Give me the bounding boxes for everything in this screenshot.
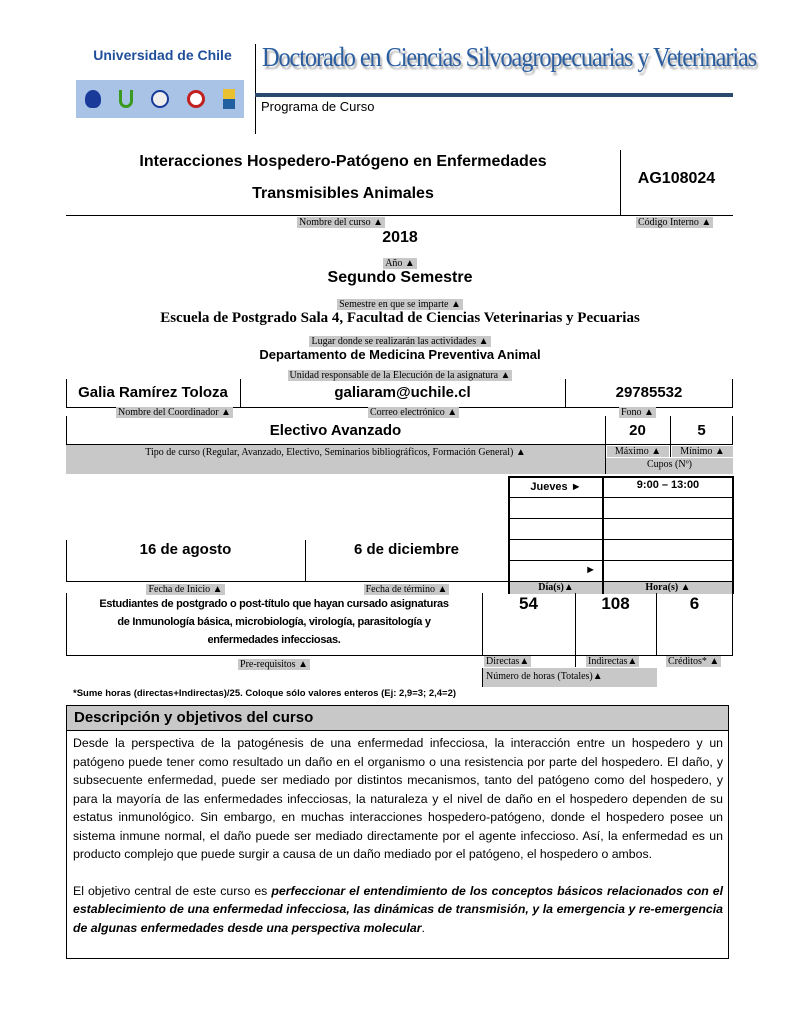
phone-label: Fono ▲ bbox=[621, 407, 654, 418]
schedule-day-5: ► bbox=[585, 564, 596, 576]
schedule-day-1: Jueves ► bbox=[530, 481, 582, 493]
course-type: Electivo Avanzado bbox=[269, 422, 402, 439]
min-label: Mínimo ▲ bbox=[672, 446, 733, 457]
semester-label: Semestre en que se imparte ▲ bbox=[339, 299, 461, 310]
course-name-line2: Transmisibles Animales bbox=[252, 185, 434, 202]
start-date-label: Fecha de Inicio ▲ bbox=[148, 584, 223, 595]
logo-u-icon bbox=[119, 90, 133, 108]
course-type-label: Tipo de curso (Regular, Avanzado, Electivo, Seminarios bibliográficos, Formación General) ▲ bbox=[145, 447, 526, 458]
indirect-hours: 108 bbox=[601, 594, 630, 613]
end-date: 6 de diciembre bbox=[353, 541, 460, 558]
crest-icon bbox=[223, 89, 235, 109]
logo-icon bbox=[85, 90, 101, 108]
credits-label: Créditos* ▲ bbox=[668, 656, 720, 667]
program-title: Doctorado en Ciencias Silvoagropecuarias y Veterinarias bbox=[262, 42, 757, 72]
objective-paragraph bbox=[73, 882, 723, 938]
coordinator-name: Galia Ramírez Toloza bbox=[78, 384, 228, 401]
max-label: Máximo ▲ bbox=[607, 446, 669, 457]
end-date-label: Fecha de término ▲ bbox=[365, 584, 448, 595]
course-code-label: Código Interno ▲ bbox=[638, 217, 712, 228]
header-rule bbox=[255, 93, 733, 97]
objective-intro: El objetivo central de este curso es bbox=[73, 883, 272, 898]
indirect-label: Indirectas▲ bbox=[588, 656, 638, 667]
email-label: Correo electrónico ▲ bbox=[370, 407, 458, 418]
unit-label: Unidad responsable de la Elecución de la asignatura ▲ bbox=[289, 370, 511, 381]
day-label: Día(s)▲ bbox=[538, 582, 574, 593]
faculty-logos bbox=[76, 80, 244, 118]
coordinator-name-label: Nombre del Coordinador ▲ bbox=[118, 407, 231, 418]
year-label: Año ▲ bbox=[385, 258, 415, 269]
credits: 6 bbox=[689, 594, 700, 613]
direct-label: Directas▲ bbox=[486, 656, 530, 667]
start-date: 16 de agosto bbox=[139, 541, 232, 558]
min-seats: 5 bbox=[697, 422, 706, 439]
year: 2018 bbox=[382, 229, 418, 246]
total-hours-label: Número de horas (Totales)▲ bbox=[486, 671, 603, 682]
seal-icon bbox=[151, 90, 169, 108]
prerequisites-label: Pre-requisitos ▲ bbox=[240, 659, 308, 670]
prereq-line: Estudiantes de postgrado o post-título que hayan cursado asignaturas bbox=[99, 598, 449, 610]
direct-hours: 54 bbox=[519, 594, 538, 613]
description-paragraph: Desde la perspectiva de la patogénesis de una enfermedad infecciosa, la interacción entre un hospedero y un patógeno puede tener como resultado un daño en el organismo o una resistencia por parte del hospedero. El daño, y subsecuente enfermedad, puede ser mediado por distintos mecanismos, tanto del patógeno como del hospedero, y para la mayoría de las enfermedades infecciosas, la naturaleza y el nivel de daño en el hospedero dependen de su estatus inmunológico. Sin embargo, en muchas interacciones hospedero-patógeno, donde el hospedero posee un sistema inmune normal, el daño puede ser mediado directamente por el agente infeccioso. Así, la enfermedad es un producto complejo que puede surgir a causa de un daño mediado por el patógeno, el hospedero o ambos. bbox=[73, 736, 723, 861]
course-name-line1: Interacciones Hospedero-Patógeno en Enfermedades bbox=[139, 153, 547, 170]
document-subtitle: Programa de Curso bbox=[261, 99, 375, 114]
credits-footnote: *Sume horas (directas+Indirectas)/25. Coloque sólo valores enteros (Ej: 2,9=3; 2,4=2) bbox=[73, 688, 457, 699]
seal-icon bbox=[187, 90, 205, 108]
prereq-line: enfermedades infecciosas. bbox=[207, 634, 341, 646]
university-name: Universidad de Chile bbox=[93, 47, 232, 63]
responsible-unit: Departamento de Medicina Preventiva Animal bbox=[259, 347, 541, 362]
description-title: Descripción y objetivos del curso bbox=[74, 709, 314, 726]
hours-label: Hora(s) ▲ bbox=[645, 582, 691, 593]
course-name-label: Nombre del curso ▲ bbox=[299, 217, 384, 228]
schedule-hours-1: 9:00 – 13:00 bbox=[636, 479, 700, 491]
course-code: AG108024 bbox=[637, 170, 716, 187]
place-label: Lugar donde se realizarán las actividades ▲ bbox=[311, 336, 489, 347]
description-body bbox=[73, 734, 723, 955]
place: Escuela de Postgrado Sala 4, Facultad de Ciencias Veterinarias y Pecuarias bbox=[160, 310, 640, 326]
prereq-line: de Inmunología básica, microbiología, virología, parasitología y bbox=[117, 616, 431, 628]
objective-end: . bbox=[421, 920, 425, 935]
semester: Segundo Semestre bbox=[327, 269, 473, 286]
coordinator-phone: 29785532 bbox=[615, 384, 683, 401]
coordinator-email[interactable]: galiaram@uchile.cl bbox=[334, 384, 471, 401]
objective-emphasis: perfeccionar el entendimiento de los conceptos básicos relacionados con el establecimiento de una enfermedad infecciosa, las dinámicas de transmisión, y la emergencia y re-emergencia de algunas enfermedades desde una perspectiva molecular bbox=[73, 883, 723, 935]
cupos-label: Cupos (Nº) bbox=[606, 458, 733, 474]
schedule-table bbox=[508, 476, 734, 594]
max-seats: 20 bbox=[629, 422, 646, 439]
prerequisites-text bbox=[66, 595, 482, 649]
